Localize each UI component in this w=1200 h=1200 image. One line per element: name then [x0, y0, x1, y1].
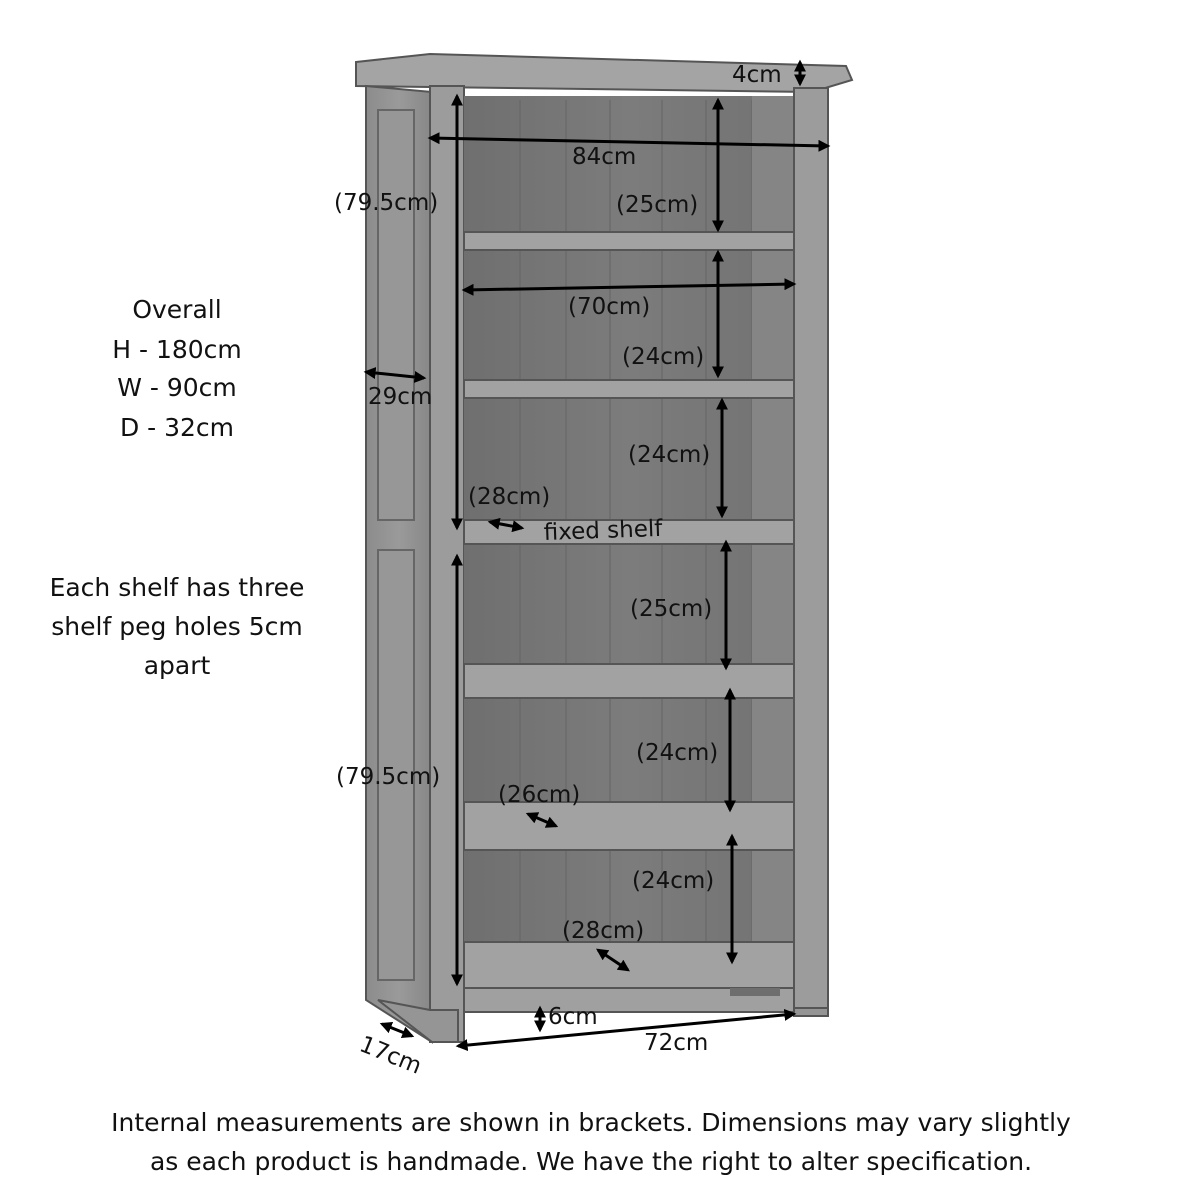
shelf	[464, 802, 794, 850]
outer-width-label: 84cm	[572, 144, 637, 170]
shelf5-gap-label: (24cm)	[636, 740, 719, 766]
shelf3-gap-label: (24cm)	[628, 442, 711, 468]
lower-internal-height-label: (79.5cm)	[336, 764, 441, 790]
footer-line: Internal measurements are shown in brackets. Dimensions may vary slightly	[111, 1108, 1071, 1137]
base-width-label: 72cm	[644, 1030, 709, 1056]
side-depth-label: 29cm	[368, 384, 433, 410]
overall-dimensions	[112, 295, 242, 442]
shelf-note	[50, 573, 305, 680]
bottom-depth-label: (28cm)	[562, 918, 645, 944]
internal-width-label: (70cm)	[568, 294, 651, 320]
plinth-height-label: 6cm	[548, 1004, 598, 1030]
right-front-post	[794, 88, 828, 1012]
shelf5-depth-label: (26cm)	[498, 782, 581, 808]
overall-depth: D - 32cm	[119, 413, 235, 442]
shelf	[464, 232, 794, 250]
shelf-note-line: Each shelf has three	[49, 573, 305, 602]
foot-depth-label: 17cm	[355, 1031, 426, 1080]
footer-note	[111, 1108, 1071, 1176]
left-front-post	[430, 86, 464, 1042]
shelf	[464, 380, 794, 398]
upper-internal-height-label: (79.5cm)	[334, 190, 439, 216]
overall-height: H - 180cm	[112, 335, 242, 364]
fixed-shelf-depth-label: (28cm)	[468, 484, 551, 510]
shelf2-gap-label: (24cm)	[622, 344, 705, 370]
shelf-note-line: apart	[143, 651, 211, 680]
shelf1-gap-label: (25cm)	[616, 192, 699, 218]
fixed-shelf-label: fixed shelf	[543, 515, 663, 546]
shelf	[464, 664, 794, 698]
shelf4-gap-label: (25cm)	[630, 596, 713, 622]
top-thickness-label: 4cm	[732, 62, 782, 88]
right-foot	[794, 1008, 828, 1016]
footer-line: as each product is handmade. We have the right to alter specification.	[149, 1147, 1033, 1176]
overall-heading: Overall	[132, 295, 222, 324]
overall-width: W - 90cm	[117, 373, 237, 402]
bottom-shelf	[464, 942, 794, 990]
shelf-note-line: shelf peg holes 5cm	[51, 612, 303, 641]
shelf6-gap-label: (24cm)	[632, 868, 715, 894]
